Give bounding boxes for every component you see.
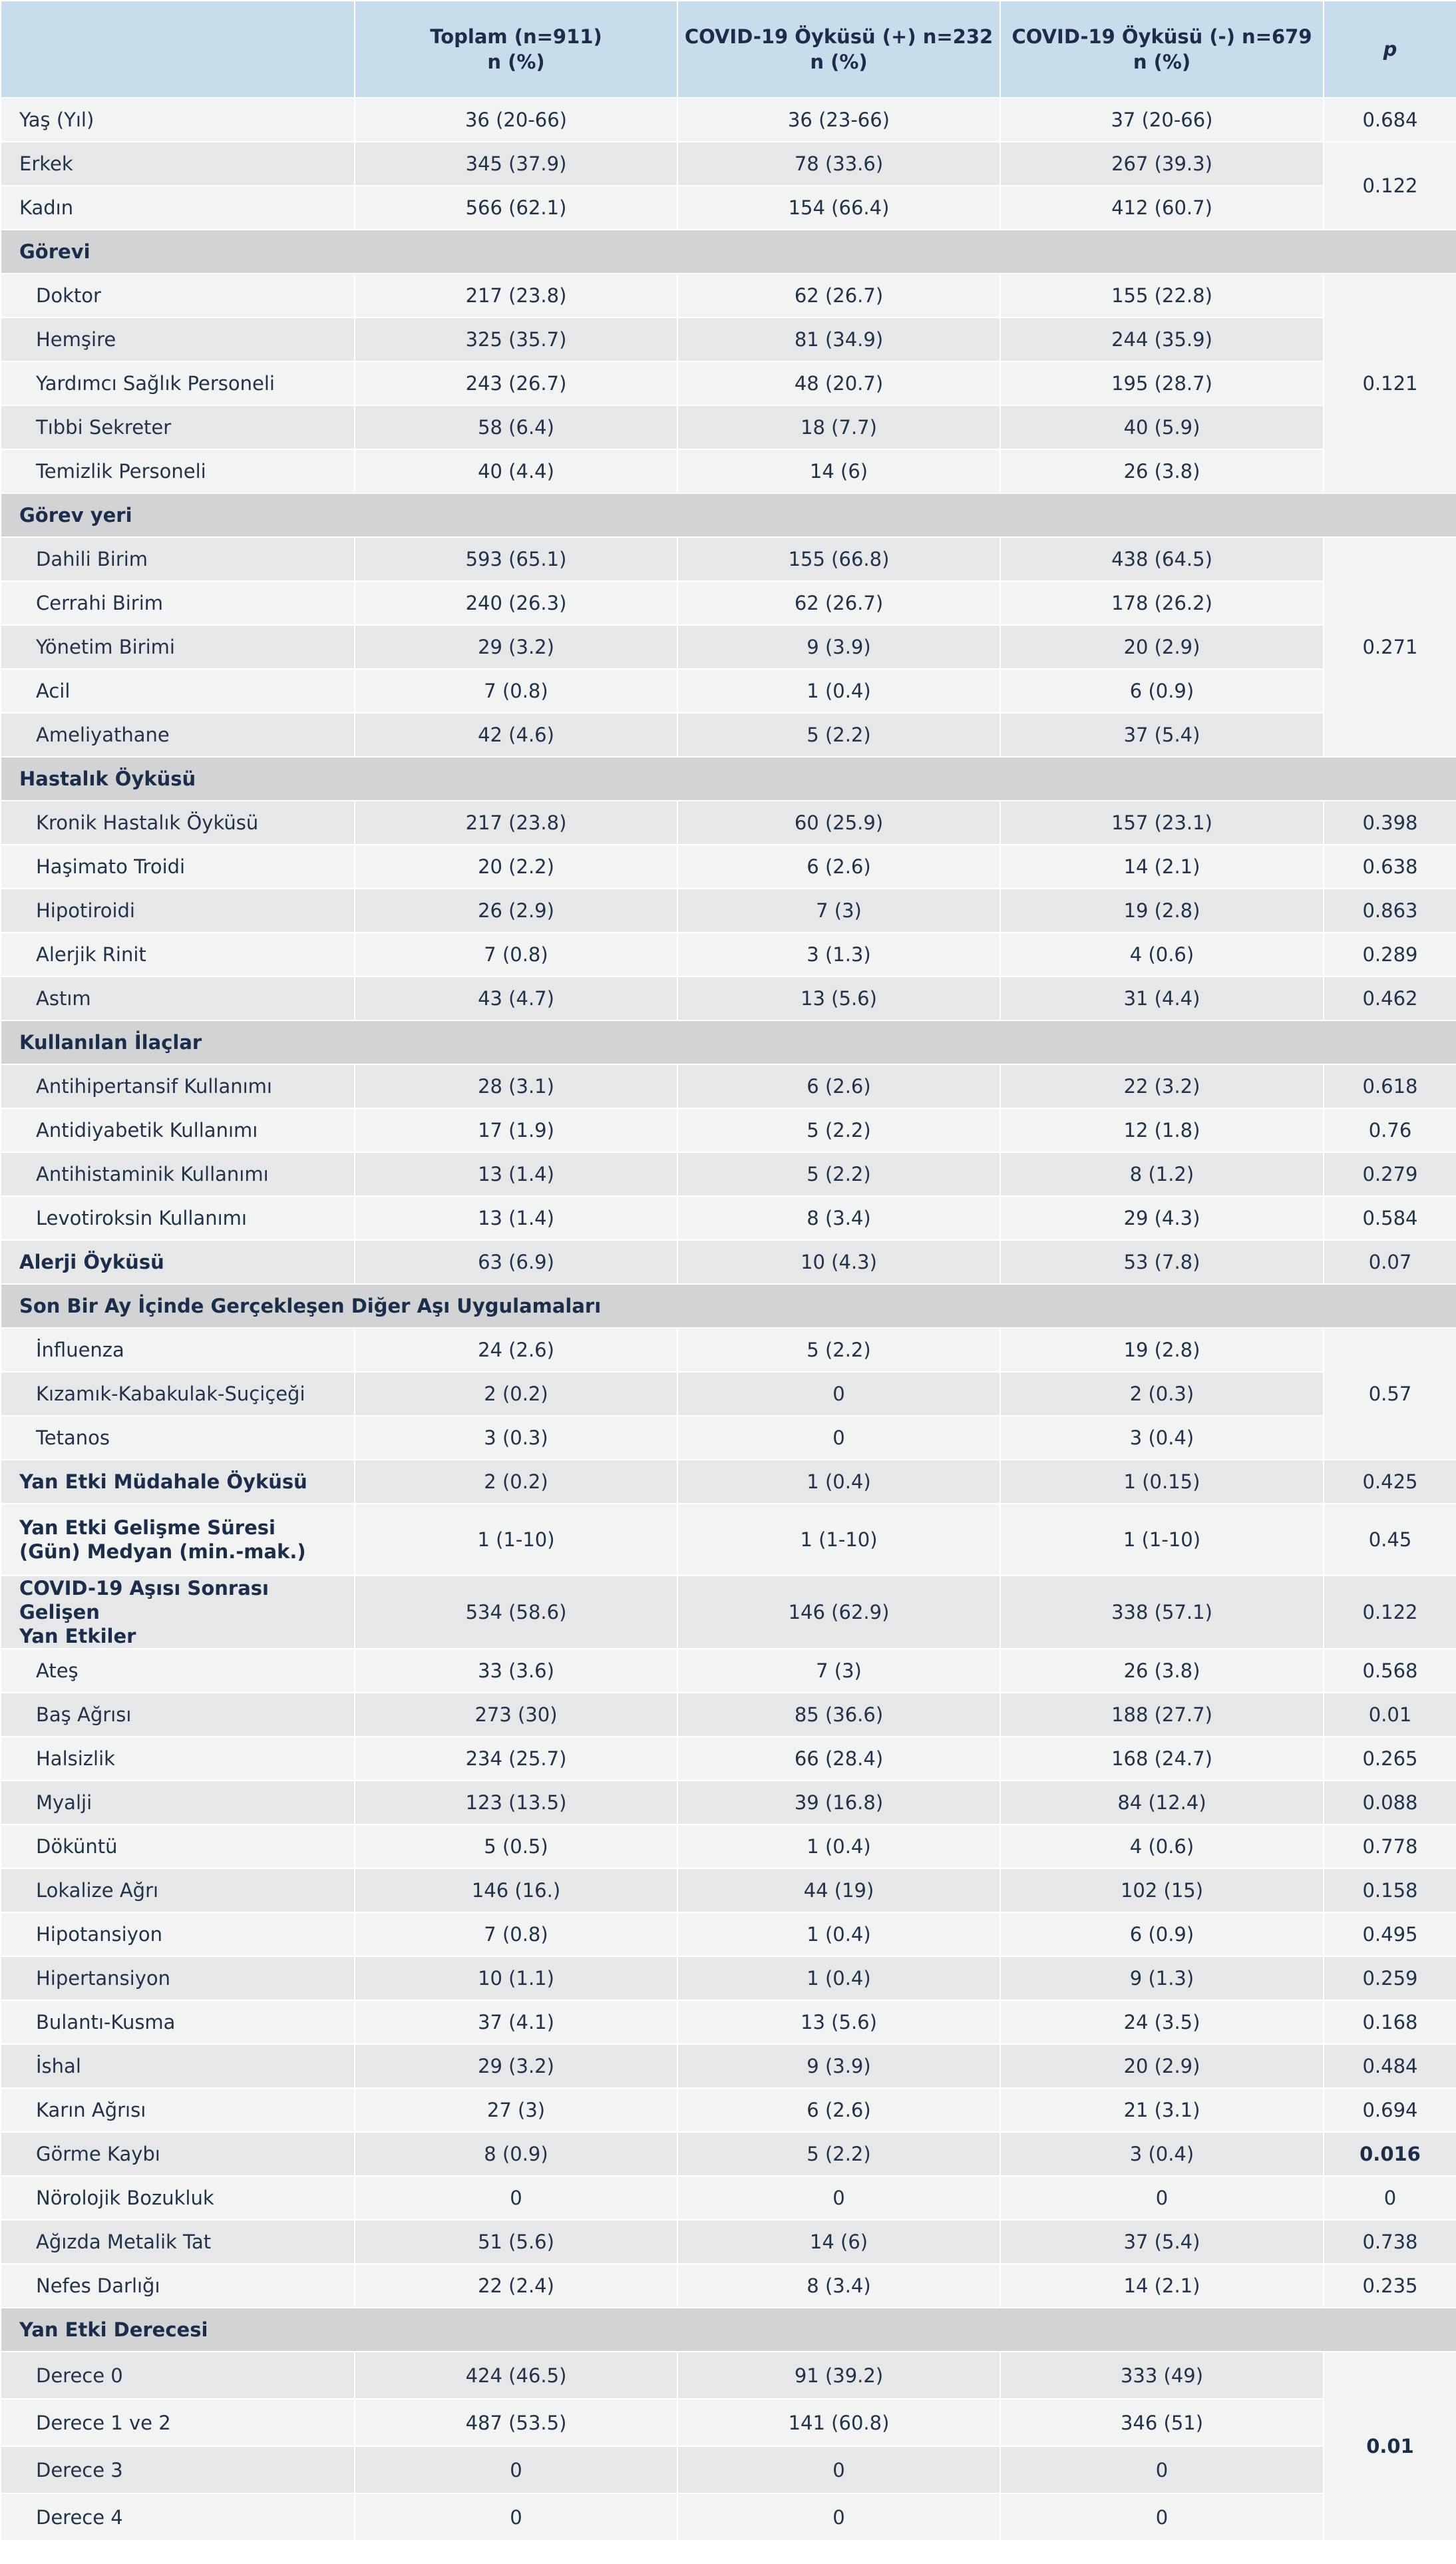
covid-negative-value: 12 (1.8) xyxy=(1000,1108,1324,1152)
total-value: 0 xyxy=(355,2176,677,2220)
table-row xyxy=(1,713,1456,757)
total-value: 37 (4.1) xyxy=(355,2000,677,2044)
table-row xyxy=(1,2000,1456,2044)
table-row xyxy=(1,2399,1456,2446)
total-value: 7 (0.8) xyxy=(355,933,677,976)
covid-positive-value: 6 (2.6) xyxy=(677,1064,1000,1108)
row-label: Tetanos xyxy=(1,1416,355,1460)
total-value: 146 (16.) xyxy=(355,1868,677,1912)
total-value: 13 (1.4) xyxy=(355,1196,677,1240)
total-value: 8 (0.9) xyxy=(355,2132,677,2176)
header-total-unit: n (%) xyxy=(487,51,545,73)
covid-negative-value: 438 (64.5) xyxy=(1000,537,1324,581)
p-value: 0.07 xyxy=(1324,1240,1456,1284)
covid-positive-value: 0 xyxy=(677,1372,1000,1416)
p-value: 0.271 xyxy=(1324,537,1456,757)
row-label: Doktor xyxy=(1,274,355,318)
row-label: Derece 4 xyxy=(1,2493,355,2541)
total-value: 58 (6.4) xyxy=(355,405,677,449)
covid-positive-value: 81 (34.9) xyxy=(677,318,1000,361)
covid-positive-value: 0 xyxy=(677,1416,1000,1460)
table-row xyxy=(1,976,1456,1020)
covid-positive-value: 6 (2.6) xyxy=(677,845,1000,889)
covid-positive-value: 6 (2.6) xyxy=(677,2088,1000,2132)
row-label: Acil xyxy=(1,669,355,713)
row-label: İshal xyxy=(1,2044,355,2088)
row-label: Haşimato Troidi xyxy=(1,845,355,889)
table-row xyxy=(1,669,1456,713)
table-row xyxy=(1,1152,1456,1196)
covid-positive-value: 146 (62.9) xyxy=(677,1576,1000,1649)
row-label: İnfluenza xyxy=(1,1328,355,1372)
p-value: 0.01 xyxy=(1324,2352,1456,2541)
total-value: 7 (0.8) xyxy=(355,669,677,713)
total-value: 36 (20-66) xyxy=(355,98,677,142)
covid-positive-value: 13 (5.6) xyxy=(677,2000,1000,2044)
table-row xyxy=(1,1737,1456,1781)
covid-negative-value: 155 (22.8) xyxy=(1000,274,1324,318)
total-value: 0 xyxy=(355,2493,677,2541)
table-row xyxy=(1,142,1456,186)
table-row xyxy=(1,1372,1456,1416)
row-label: COVID-19 Aşısı Sonrası Gelişen Yan Etkiler xyxy=(1,1576,355,1649)
covid-negative-value: 19 (2.8) xyxy=(1000,1328,1324,1372)
row-label: Kadın xyxy=(1,186,355,230)
total-value: 534 (58.6) xyxy=(355,1576,677,1649)
p-value: 0.568 xyxy=(1324,1649,1456,1693)
row-label: Halsizlik xyxy=(1,1737,355,1781)
p-value: 0.57 xyxy=(1324,1328,1456,1460)
table-row xyxy=(1,1781,1456,1824)
p-value: 0.158 xyxy=(1324,1868,1456,1912)
row-label: Levotiroksin Kullanımı xyxy=(1,1196,355,1240)
p-value: 0.618 xyxy=(1324,1064,1456,1108)
row-label: Antihistaminik Kullanımı xyxy=(1,1152,355,1196)
total-value: 240 (26.3) xyxy=(355,581,677,625)
covid-positive-value: 39 (16.8) xyxy=(677,1781,1000,1824)
covid-negative-value: 26 (3.8) xyxy=(1000,449,1324,493)
p-value: 0.259 xyxy=(1324,1956,1456,2000)
covid-negative-value: 26 (3.8) xyxy=(1000,1649,1324,1693)
covid-negative-value: 22 (3.2) xyxy=(1000,1064,1324,1108)
row-label: Baş Ağrısı xyxy=(1,1693,355,1737)
covid-negative-value: 84 (12.4) xyxy=(1000,1781,1324,1824)
table-row xyxy=(1,449,1456,493)
row-label: Myalji xyxy=(1,1781,355,1824)
row-label: Karın Ağrısı xyxy=(1,2088,355,2132)
table-row xyxy=(1,933,1456,976)
total-value: 10 (1.1) xyxy=(355,1956,677,2000)
table-row xyxy=(1,845,1456,889)
covid-negative-value: 0 xyxy=(1000,2176,1324,2220)
covid-positive-value: 5 (2.2) xyxy=(677,1108,1000,1152)
table-row xyxy=(1,625,1456,669)
covid-negative-value: 333 (49) xyxy=(1000,2352,1324,2399)
covid-negative-value: 37 (20-66) xyxy=(1000,98,1324,142)
table-row xyxy=(1,274,1456,318)
header-covid-negative-unit: n (%) xyxy=(1133,51,1191,73)
total-value: 13 (1.4) xyxy=(355,1152,677,1196)
row-label: Temizlik Personeli xyxy=(1,449,355,493)
table-row xyxy=(1,2493,1456,2541)
covid-positive-value: 3 (1.3) xyxy=(677,933,1000,976)
total-value: 40 (4.4) xyxy=(355,449,677,493)
header-empty-cell xyxy=(1,1,355,98)
covid-negative-value: 37 (5.4) xyxy=(1000,713,1324,757)
table-row xyxy=(1,2132,1456,2176)
table-row xyxy=(1,537,1456,581)
covid-negative-value: 0 xyxy=(1000,2446,1324,2493)
covid-positive-value: 48 (20.7) xyxy=(677,361,1000,405)
total-value: 123 (13.5) xyxy=(355,1781,677,1824)
total-value: 43 (4.7) xyxy=(355,976,677,1020)
covid-negative-value: 0 xyxy=(1000,2493,1324,2541)
row-label: Ameliyathane xyxy=(1,713,355,757)
p-value: 0 xyxy=(1324,2176,1456,2220)
covid-negative-value: 4 (0.6) xyxy=(1000,933,1324,976)
covid-positive-value: 36 (23-66) xyxy=(677,98,1000,142)
covid-positive-value: 13 (5.6) xyxy=(677,976,1000,1020)
covid-positive-value: 5 (2.2) xyxy=(677,1152,1000,1196)
p-value: 0.495 xyxy=(1324,1912,1456,1956)
total-value: 7 (0.8) xyxy=(355,1912,677,1956)
row-label: Kızamık-Kabakulak-Suçiçeği xyxy=(1,1372,355,1416)
covid-negative-value: 4 (0.6) xyxy=(1000,1824,1324,1868)
p-value: 0.265 xyxy=(1324,1737,1456,1781)
table-row xyxy=(1,1504,1456,1576)
row-label: Hemşire xyxy=(1,318,355,361)
total-value: 29 (3.2) xyxy=(355,625,677,669)
covid-positive-value: 9 (3.9) xyxy=(677,2044,1000,2088)
table-row xyxy=(1,1240,1456,1284)
covid-positive-value: 0 xyxy=(677,2446,1000,2493)
table-row xyxy=(1,2044,1456,2088)
covid-negative-value: 6 (0.9) xyxy=(1000,1912,1324,1956)
total-value: 26 (2.9) xyxy=(355,889,677,933)
row-label: Hipertansiyon xyxy=(1,1956,355,2000)
covid-positive-value: 141 (60.8) xyxy=(677,2399,1000,2446)
total-value: 29 (3.2) xyxy=(355,2044,677,2088)
total-value: 325 (35.7) xyxy=(355,318,677,361)
table-header-row xyxy=(1,1,1456,98)
table-row xyxy=(1,98,1456,142)
section-header-row xyxy=(1,2308,1456,2352)
covid-negative-value: 346 (51) xyxy=(1000,2399,1324,2446)
covid-positive-value: 7 (3) xyxy=(677,889,1000,933)
row-label: Döküntü xyxy=(1,1824,355,1868)
covid-negative-value: 24 (3.5) xyxy=(1000,2000,1324,2044)
row-label: Ağızda Metalik Tat xyxy=(1,2220,355,2264)
table-row xyxy=(1,1328,1456,1372)
covid-positive-value: 66 (28.4) xyxy=(677,1737,1000,1781)
row-label: Görme Kaybı xyxy=(1,2132,355,2176)
total-value: 273 (30) xyxy=(355,1693,677,1737)
table-row xyxy=(1,801,1456,845)
total-value: 2 (0.2) xyxy=(355,1460,677,1504)
p-value: 0.638 xyxy=(1324,845,1456,889)
section-title: Görev yeri xyxy=(1,493,1456,537)
p-value: 0.778 xyxy=(1324,1824,1456,1868)
table-row xyxy=(1,2264,1456,2308)
covid-negative-value: 29 (4.3) xyxy=(1000,1196,1324,1240)
covid-negative-value: 20 (2.9) xyxy=(1000,625,1324,669)
total-value: 487 (53.5) xyxy=(355,2399,677,2446)
covid-negative-value: 31 (4.4) xyxy=(1000,976,1324,1020)
table-row xyxy=(1,1108,1456,1152)
table-row xyxy=(1,186,1456,230)
total-value: 63 (6.9) xyxy=(355,1240,677,1284)
covid-negative-value: 40 (5.9) xyxy=(1000,405,1324,449)
section-header-row xyxy=(1,1020,1456,1064)
row-label: Yan Etki Gelişme Süresi (Gün) Medyan (min.-mak.) xyxy=(1,1504,355,1576)
covid-negative-value: 1 (0.15) xyxy=(1000,1460,1324,1504)
p-value: 0.484 xyxy=(1324,2044,1456,2088)
covid-positive-value: 91 (39.2) xyxy=(677,2352,1000,2399)
covid-positive-value: 5 (2.2) xyxy=(677,713,1000,757)
row-label: Hipotansiyon xyxy=(1,1912,355,1956)
covid-positive-value: 10 (4.3) xyxy=(677,1240,1000,1284)
header-covid-negative xyxy=(1000,1,1324,98)
table-row xyxy=(1,2176,1456,2220)
covid-positive-value: 78 (33.6) xyxy=(677,142,1000,186)
covid-negative-value: 412 (60.7) xyxy=(1000,186,1324,230)
total-value: 33 (3.6) xyxy=(355,1649,677,1693)
table-row xyxy=(1,405,1456,449)
covid-negative-value: 8 (1.2) xyxy=(1000,1152,1324,1196)
total-value: 234 (25.7) xyxy=(355,1737,677,1781)
total-value: 22 (2.4) xyxy=(355,2264,677,2308)
p-value: 0.694 xyxy=(1324,2088,1456,2132)
p-value: 0.121 xyxy=(1324,274,1456,493)
covid-negative-value: 195 (28.7) xyxy=(1000,361,1324,405)
row-label: Hipotiroidi xyxy=(1,889,355,933)
row-label: Yönetim Birimi xyxy=(1,625,355,669)
table-row xyxy=(1,2352,1456,2399)
total-value: 28 (3.1) xyxy=(355,1064,677,1108)
covid-negative-value: 178 (26.2) xyxy=(1000,581,1324,625)
p-value: 0.425 xyxy=(1324,1460,1456,1504)
covid-negative-value: 338 (57.1) xyxy=(1000,1576,1324,1649)
p-value: 0.738 xyxy=(1324,2220,1456,2264)
table-row xyxy=(1,361,1456,405)
covid-negative-value: 14 (2.1) xyxy=(1000,845,1324,889)
header-p-value: p xyxy=(1324,1,1456,98)
row-label: Nörolojik Bozukluk xyxy=(1,2176,355,2220)
p-value: 0.45 xyxy=(1324,1504,1456,1576)
total-value: 0 xyxy=(355,2446,677,2493)
covid-negative-value: 19 (2.8) xyxy=(1000,889,1324,933)
total-value: 42 (4.6) xyxy=(355,713,677,757)
covid-positive-value: 5 (2.2) xyxy=(677,2132,1000,2176)
table-row xyxy=(1,1064,1456,1108)
table-row xyxy=(1,1649,1456,1693)
p-value: 0.398 xyxy=(1324,801,1456,845)
table-row xyxy=(1,318,1456,361)
covid-positive-value: 0 xyxy=(677,2176,1000,2220)
covid-negative-value: 37 (5.4) xyxy=(1000,2220,1324,2264)
header-covid-positive-title: COVID-19 Öyküsü (+) n=232 xyxy=(684,25,994,48)
total-value: 217 (23.8) xyxy=(355,274,677,318)
total-value: 243 (26.7) xyxy=(355,361,677,405)
header-total xyxy=(355,1,677,98)
table-row xyxy=(1,2446,1456,2493)
p-value: 0.863 xyxy=(1324,889,1456,933)
total-value: 424 (46.5) xyxy=(355,2352,677,2399)
table-row xyxy=(1,1956,1456,2000)
total-value: 24 (2.6) xyxy=(355,1328,677,1372)
covid-negative-value: 244 (35.9) xyxy=(1000,318,1324,361)
row-label: Kronik Hastalık Öyküsü xyxy=(1,801,355,845)
p-value: 0.279 xyxy=(1324,1152,1456,1196)
table-row xyxy=(1,2088,1456,2132)
section-title: Hastalık Öyküsü xyxy=(1,757,1456,801)
covid-negative-value: 21 (3.1) xyxy=(1000,2088,1324,2132)
total-value: 3 (0.3) xyxy=(355,1416,677,1460)
covid-positive-value: 5 (2.2) xyxy=(677,1328,1000,1372)
total-value: 27 (3) xyxy=(355,2088,677,2132)
covid-negative-value: 1 (1-10) xyxy=(1000,1504,1324,1576)
row-label: Ateş xyxy=(1,1649,355,1693)
covid-negative-value: 53 (7.8) xyxy=(1000,1240,1324,1284)
covid-positive-value: 154 (66.4) xyxy=(677,186,1000,230)
table-row xyxy=(1,1693,1456,1737)
header-covid-positive xyxy=(677,1,1000,98)
section-title: Kullanılan İlaçlar xyxy=(1,1020,1456,1064)
section-header-row xyxy=(1,493,1456,537)
table-row xyxy=(1,1868,1456,1912)
covid-negative-value: 157 (23.1) xyxy=(1000,801,1324,845)
table-row xyxy=(1,2220,1456,2264)
covid-negative-value: 3 (0.4) xyxy=(1000,1416,1324,1460)
covid-positive-value: 1 (0.4) xyxy=(677,1956,1000,2000)
covid-negative-value: 3 (0.4) xyxy=(1000,2132,1324,2176)
row-label: Yaş (Yıl) xyxy=(1,98,355,142)
covid-positive-value: 7 (3) xyxy=(677,1649,1000,1693)
covid-positive-value: 1 (0.4) xyxy=(677,1912,1000,1956)
total-value: 1 (1-10) xyxy=(355,1504,677,1576)
table-row xyxy=(1,1460,1456,1504)
covid-positive-value: 14 (6) xyxy=(677,2220,1000,2264)
total-value: 217 (23.8) xyxy=(355,801,677,845)
row-label: Lokalize Ağrı xyxy=(1,1868,355,1912)
p-value: 0.088 xyxy=(1324,1781,1456,1824)
total-value: 51 (5.6) xyxy=(355,2220,677,2264)
row-label: Yan Etki Müdahale Öyküsü xyxy=(1,1460,355,1504)
row-label: Erkek xyxy=(1,142,355,186)
section-title: Görevi xyxy=(1,230,1456,274)
row-label: Antidiyabetik Kullanımı xyxy=(1,1108,355,1152)
total-value: 17 (1.9) xyxy=(355,1108,677,1152)
covid-negative-value: 168 (24.7) xyxy=(1000,1737,1324,1781)
table-row xyxy=(1,1416,1456,1460)
covid-positive-value: 62 (26.7) xyxy=(677,274,1000,318)
table-row xyxy=(1,889,1456,933)
covid-positive-value: 1 (0.4) xyxy=(677,1824,1000,1868)
total-value: 5 (0.5) xyxy=(355,1824,677,1868)
covid-positive-value: 155 (66.8) xyxy=(677,537,1000,581)
covid-positive-value: 8 (3.4) xyxy=(677,2264,1000,2308)
p-value: 0.76 xyxy=(1324,1108,1456,1152)
covid-negative-value: 267 (39.3) xyxy=(1000,142,1324,186)
section-title: Yan Etki Derecesi xyxy=(1,2308,1456,2352)
p-value: 0.235 xyxy=(1324,2264,1456,2308)
covid-positive-value: 62 (26.7) xyxy=(677,581,1000,625)
table-row xyxy=(1,1576,1456,1649)
covid-positive-value: 18 (7.7) xyxy=(677,405,1000,449)
header-covid-negative-title: COVID-19 Öyküsü (-) n=679 xyxy=(1011,25,1312,48)
covid-positive-value: 60 (25.9) xyxy=(677,801,1000,845)
p-value: 0.289 xyxy=(1324,933,1456,976)
table-row xyxy=(1,1824,1456,1868)
covid-positive-value: 1 (0.4) xyxy=(677,669,1000,713)
p-value: 0.584 xyxy=(1324,1196,1456,1240)
covid-negative-value: 14 (2.1) xyxy=(1000,2264,1324,2308)
p-value: 0.684 xyxy=(1324,98,1456,142)
total-value: 566 (62.1) xyxy=(355,186,677,230)
row-label: Alerji Öyküsü xyxy=(1,1240,355,1284)
section-header-row xyxy=(1,757,1456,801)
row-label: Alerjik Rinit xyxy=(1,933,355,976)
covid-positive-value: 14 (6) xyxy=(677,449,1000,493)
p-value: 0.168 xyxy=(1324,2000,1456,2044)
covid-positive-value: 9 (3.9) xyxy=(677,625,1000,669)
table-row xyxy=(1,1912,1456,1956)
p-value: 0.122 xyxy=(1324,142,1456,230)
row-label: Dahili Birim xyxy=(1,537,355,581)
row-label: Bulantı-Kusma xyxy=(1,2000,355,2044)
p-value: 0.016 xyxy=(1324,2132,1456,2176)
header-total-title: Toplam (n=911) xyxy=(430,25,602,48)
row-label: Nefes Darlığı xyxy=(1,2264,355,2308)
p-value: 0.122 xyxy=(1324,1576,1456,1649)
table-row xyxy=(1,1196,1456,1240)
covid-positive-value: 0 xyxy=(677,2493,1000,2541)
section-header-row xyxy=(1,230,1456,274)
section-title: Son Bir Ay İçinde Gerçekleşen Diğer Aşı Uygulamaları xyxy=(1,1284,1456,1328)
covid-negative-value: 6 (0.9) xyxy=(1000,669,1324,713)
covid-positive-value: 44 (19) xyxy=(677,1868,1000,1912)
table-row xyxy=(1,581,1456,625)
total-value: 20 (2.2) xyxy=(355,845,677,889)
p-value: 0.462 xyxy=(1324,976,1456,1020)
row-label: Derece 0 xyxy=(1,2352,355,2399)
row-label: Derece 1 ve 2 xyxy=(1,2399,355,2446)
total-value: 2 (0.2) xyxy=(355,1372,677,1416)
row-label: Astım xyxy=(1,976,355,1020)
row-label: Tıbbi Sekreter xyxy=(1,405,355,449)
section-header-row xyxy=(1,1284,1456,1328)
row-label: Derece 3 xyxy=(1,2446,355,2493)
covid-negative-value: 9 (1.3) xyxy=(1000,1956,1324,2000)
covid-positive-value: 1 (1-10) xyxy=(677,1504,1000,1576)
total-value: 345 (37.9) xyxy=(355,142,677,186)
p-value: 0.01 xyxy=(1324,1693,1456,1737)
total-value: 593 (65.1) xyxy=(355,537,677,581)
row-label: Cerrahi Birim xyxy=(1,581,355,625)
covid-negative-value: 102 (15) xyxy=(1000,1868,1324,1912)
header-covid-positive-unit: n (%) xyxy=(810,51,868,73)
row-label: Yardımcı Sağlık Personeli xyxy=(1,361,355,405)
covid-positive-value: 8 (3.4) xyxy=(677,1196,1000,1240)
covid-negative-value: 2 (0.3) xyxy=(1000,1372,1324,1416)
covid-positive-value: 85 (36.6) xyxy=(677,1693,1000,1737)
covid-negative-value: 188 (27.7) xyxy=(1000,1693,1324,1737)
row-label: Antihipertansif Kullanımı xyxy=(1,1064,355,1108)
covid-negative-value: 20 (2.9) xyxy=(1000,2044,1324,2088)
table-body xyxy=(1,98,1456,2541)
covid-positive-value: 1 (0.4) xyxy=(677,1460,1000,1504)
